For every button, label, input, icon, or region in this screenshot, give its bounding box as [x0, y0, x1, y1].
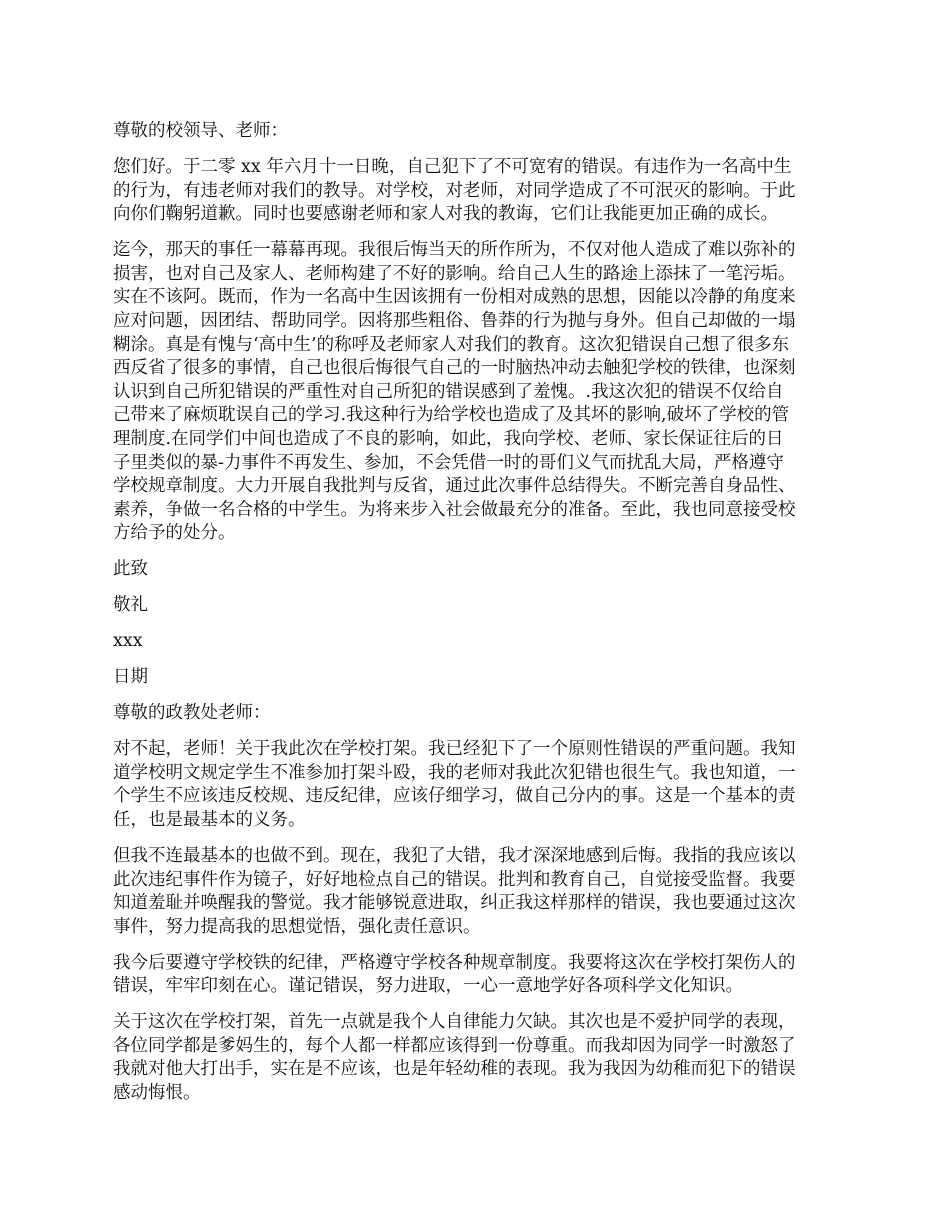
text-line: 我就对他大打出手，实在是不应该，也是年轻幼稚的表现。我为我因为幼稚而犯下的错误: [113, 1059, 796, 1080]
text-line: 错误，牢牢印刻在心。谨记错误，努力进取，一心一意地学好各项科学文化知识。: [113, 976, 743, 997]
text-line: 敬礼: [113, 595, 148, 616]
signature-name: [113, 630, 838, 654]
text-line: 学校规章制度。大力开展自我批判与反省，通过此次事件总结得失。不断完善自身品性、: [113, 476, 796, 497]
paragraph-apology-intro: [113, 156, 838, 227]
text-line: 您们好。于二零 xx 年六月十一日晚，自己犯下了不可宽宥的错误。有违作为一名高中生: [113, 156, 792, 177]
text-line: 日期: [113, 667, 148, 688]
text-line: 但我不连最基本的也做不到。现在，我犯了大错，我才深深地感到后悔。我指的我应该以: [113, 845, 796, 866]
text-line: 迄今，那天的事任一幕幕再现。我很后悔当天的所作所为，不仅对他人造成了难以弥补的: [113, 240, 796, 261]
text-line: 关于这次在学校打架，首先一点就是我个人自律能力欠缺。其次也是不爱护同学的表现，: [113, 1012, 796, 1033]
paragraph-regret: [113, 845, 838, 939]
text-line: 此致: [113, 559, 148, 580]
closing-cizhi: [113, 558, 838, 582]
paragraph-fight-apology: [113, 738, 838, 832]
text-line: 实在不该阿。既而，作为一名高中生因该拥有一份相对成熟的思想，因能以冷静的角度来: [113, 287, 796, 308]
text-line: 任，也是最基本的义务。: [113, 809, 306, 830]
document-page: [113, 120, 838, 1118]
text-line: 个学生不应该违反校规、违反纪律，应该仔细学习，做自己分内的事。这是一个基本的责: [113, 786, 796, 807]
text-line: xxx: [113, 631, 143, 652]
text-line: 的行为，有违老师对我们的教导。对学校，对老师，对同学造成了不可泯灭的影响。于此: [113, 180, 796, 201]
text-line: 糊涂。真是有愧与‘高中生’的称呼及老师家人对我们的教育。这次犯错误自己想了很多东: [113, 334, 790, 355]
text-line: 尊敬的政教处老师：: [113, 703, 271, 724]
text-line: 认识到自己所犯错误的严重性对自己所犯的错误感到了羞愧。.我这次犯的错误不仅给自: [113, 381, 784, 402]
text-line: 子里类似的暴-力事件不再发生、参加，不会凭借一时的哥们义气而扰乱大局，严格遵守: [113, 452, 784, 473]
closing-jingli: [113, 594, 838, 618]
salutation-school-leaders: [113, 120, 838, 144]
text-line: 尊敬的校领导、老师：: [113, 121, 288, 141]
text-line: 己带来了麻烦耽误自己的学习.我这种行为给学校也造成了及其坏的影响,破坏了学校的管: [113, 405, 790, 426]
text-line: 各位同学都是爹妈生的，每个人都一样都应该得到一份尊重。而我却因为同学一时激怒了: [113, 1035, 796, 1056]
text-line: 知道羞耻并唤醒我的警觉。我才能够锐意进取，纠正我这样那样的错误，我也要通过这次: [113, 893, 796, 914]
text-line: 此次违纪事件作为镜子，好好地检点自己的错误。批判和教育自己，自觉接受监督。我要: [113, 869, 796, 890]
text-line: 我今后要遵守学校铁的纪律，严格遵守学校各种规章制度。我要将这次在学校打架伤人的: [113, 952, 796, 973]
text-line: 感动悔恨。: [113, 1083, 201, 1104]
text-line: 向你们鞠躬道歉。同时也要感谢老师和家人对我的教诲，它们让我能更加正确的成长。: [113, 204, 778, 225]
text-line: 损害，也对自己及家人、老师构建了不好的影响。给自己人生的路途上添抹了一笔污垢。: [113, 263, 796, 284]
signature-date: [113, 666, 838, 690]
text-line: 事件，努力提高我的思想觉悟，强化责任意识。: [113, 916, 481, 937]
text-line: 素养，争做一名合格的中学生。为将来步入社会做最充分的准备。至此，我也同意接受校: [113, 499, 796, 520]
text-line: 应对问题，因团结、帮助同学。因将那些粗俗、鲁莽的行为抛与身外。但自己却做的一塌: [113, 310, 796, 331]
text-line: 对不起，老师！关于我此次在学校打架。我已经犯下了一个原则性错误的严重问题。我知: [113, 739, 796, 760]
salutation-political-teacher: [113, 702, 838, 726]
paragraph-commitment: [113, 952, 838, 999]
text-line: 西反省了很多的事情，自己也很后悔很气自己的一时脑热冲动去触犯学校的铁律，也深刻: [113, 358, 796, 379]
text-line: 理制度.在同学们中间也造成了不良的影响，如此，我向学校、老师、家长保证往后的日: [113, 428, 784, 449]
paragraph-self-critique: [113, 1011, 838, 1105]
text-line: 方给予的处分。: [113, 523, 236, 544]
text-line: 道学校明文规定学生不准参加打架斗殴，我的老师对我此次犯错也很生气。我也知道，一: [113, 762, 796, 783]
paragraph-reflection: [113, 239, 838, 546]
